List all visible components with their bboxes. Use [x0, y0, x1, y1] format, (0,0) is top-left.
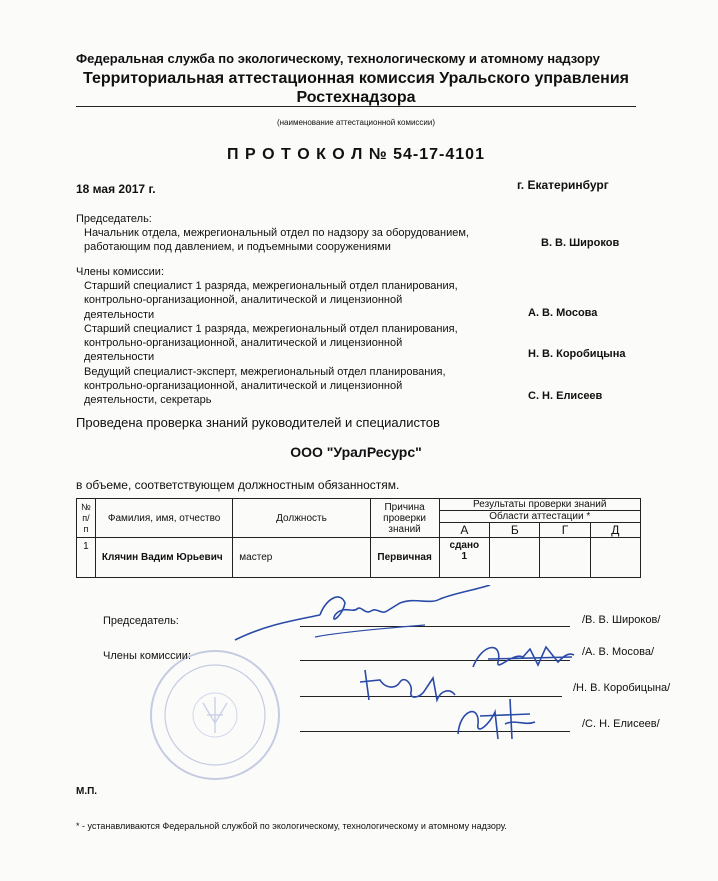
signature-member1-name: /А. В. Мосова/ — [582, 646, 654, 658]
stamp-label: М.П. — [76, 786, 98, 797]
protocol-city: г. Екатеринбург — [517, 178, 609, 192]
check-line: Проведена проверка знаний руководителей и специалистов — [76, 415, 440, 430]
handwritten-signature-member1 — [468, 637, 578, 677]
member2-position-line3: деятельности — [84, 351, 155, 363]
handwritten-signature-member2 — [355, 660, 465, 710]
protocol-title: П Р О Т О К О Л № 54-17-4101 — [227, 146, 485, 163]
member1-position-line1: Старший специалист 1 разряда, межрегиональный отдел планирования, — [84, 280, 458, 292]
commission-caption: (наименование аттестационной комиссии) — [276, 118, 436, 127]
chairman-position-line1: Начальник отдела, межрегиональный отдел по надзору за оборудованием, — [84, 227, 469, 239]
member1-name: А. В. Мосова — [528, 307, 598, 319]
col-reason-line1: Причина — [384, 501, 425, 513]
agency-title: Федеральная служба по экологическому, технологическому и атомному надзору — [76, 51, 600, 66]
handwritten-signature-member3 — [450, 694, 540, 744]
chairman-position-line2: работающим под давлением, и подъемными сооружениями — [84, 241, 391, 253]
col-num-line3: п — [83, 523, 89, 534]
row-area-g — [540, 538, 590, 578]
area-col-d: Д — [590, 523, 640, 538]
members-heading: Члены комиссии: — [76, 266, 165, 278]
results-table — [76, 498, 641, 578]
chairman-heading: Председатель: — [76, 213, 152, 225]
col-num-header — [77, 499, 96, 538]
member3-name: С. Н. Елисеев — [528, 390, 603, 402]
row-num: 1 — [77, 538, 96, 578]
member2-name: Н. В. Коробицына — [528, 348, 626, 360]
organization-name: ООО "УралРесурс" — [290, 444, 422, 460]
row-area-a — [439, 538, 490, 578]
col-num-line1: № — [81, 501, 91, 512]
handwritten-signature-chairman — [225, 585, 505, 655]
row-position: мастер — [233, 538, 370, 578]
row-reason: Первичная — [370, 538, 439, 578]
member3-position-line3: деятельности, секретарь — [84, 394, 212, 406]
member2-position-line2: контрольно-организационной, аналитической и лицензионной — [84, 337, 403, 349]
signature-member3-name: /С. Н. Елисеев/ — [582, 718, 660, 730]
row-area-b — [490, 538, 540, 578]
table-row — [77, 538, 641, 578]
commission-underline — [76, 106, 636, 107]
signature-members-label: Члены комиссии: — [103, 650, 192, 662]
member1-position-line3: деятельности — [84, 309, 155, 321]
official-stamp — [145, 645, 285, 785]
col-reason-header — [370, 499, 439, 538]
footnote: * - устанавливаются Федеральной службой по экологическому, технологическому и атомному надзору. — [76, 821, 507, 831]
col-reason-line2: проверки — [383, 512, 426, 524]
commission-name-line2: Ростехнадзора — [296, 89, 416, 106]
signature-chairman-label: Председатель: — [103, 615, 179, 627]
row-area-d — [590, 538, 640, 578]
col-reason-line3: знаний — [388, 523, 421, 535]
areas-header: Области аттестации * — [439, 511, 641, 523]
signature-chairman-name: /В. В. Широков/ — [582, 614, 661, 626]
results-header: Результаты проверки знаний — [439, 499, 641, 511]
col-position-header: Должность — [233, 499, 370, 538]
protocol-date: 18 мая 2017 г. — [76, 182, 156, 196]
signature-member2-name: /Н. В. Коробицына/ — [573, 682, 671, 694]
area-col-a: А — [439, 523, 490, 538]
scope-line: в объеме, соответствующем должностным обязанностям. — [76, 478, 400, 492]
row-area-a-line2: 1 — [461, 551, 468, 562]
member3-position-line1: Ведущий специалист-эксперт, межрегиональный отдел планирования, — [84, 366, 446, 378]
row-area-a-line1: сдано — [449, 540, 480, 551]
member2-position-line1: Старший специалист 1 разряда, межрегиональный отдел планирования, — [84, 323, 458, 335]
chairman-name: В. В. Широков — [541, 237, 620, 249]
member3-position-line2: контрольно-организационной, аналитической и лицензионной — [84, 380, 403, 392]
col-name-header: Фамилия, имя, отчество — [95, 499, 232, 538]
member1-position-line2: контрольно-организационной, аналитической и лицензионной — [84, 294, 403, 306]
col-num-line2: п/ — [82, 512, 90, 523]
area-col-b: Б — [490, 523, 540, 538]
area-col-g: Г — [540, 523, 590, 538]
commission-name-line1: Территориальная аттестационная комиссия Уральского управления — [83, 70, 629, 87]
row-name: Клячин Вадим Юрьевич — [95, 538, 232, 578]
